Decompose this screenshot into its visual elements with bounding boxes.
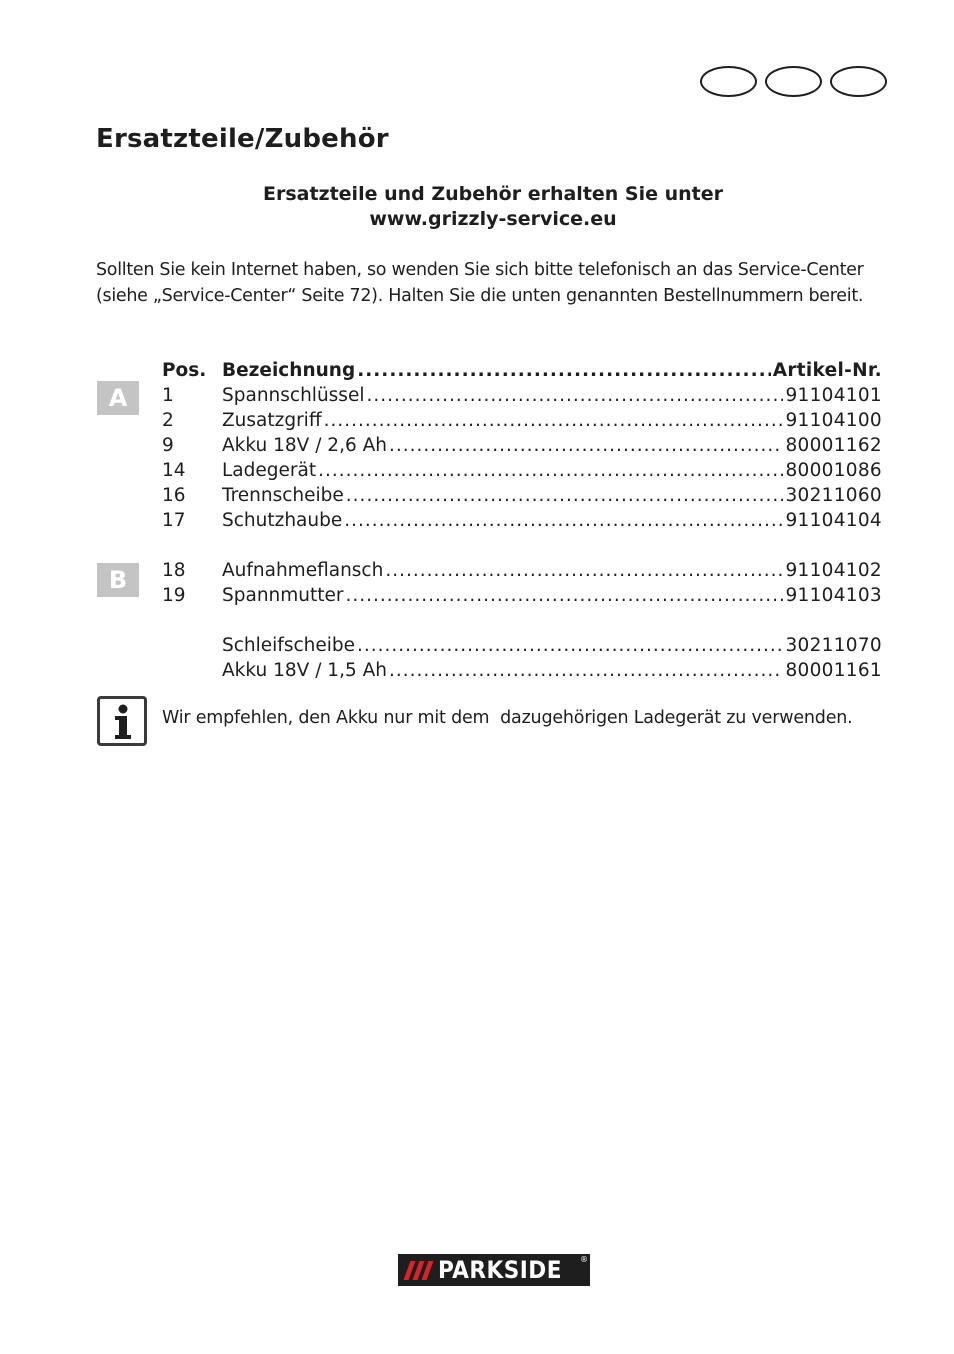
parkside-logo [398, 1254, 590, 1286]
parts-table [160, 358, 882, 683]
dot-leader [389, 658, 783, 683]
info-note: Wir empfehlen, den Akku nur mit dem dazugehörigen Ladegerät zu verwenden. [162, 708, 853, 728]
intro-paragraph: Sollten Sie kein Internet haben, so wenden Sie sich bitte telefonisch an das Service-Center (siehe „Service-Center“ Seite 72). Halten Sie die unten genannten Bestellnummern bereit. [96, 260, 864, 306]
row-desc: Akku 18V / 2,6 Ah [222, 435, 387, 456]
language-ovals [700, 66, 890, 100]
figure-badge-a: A [97, 381, 139, 415]
table-row [160, 658, 882, 683]
header-desc: Bezeichnung [222, 360, 356, 381]
row-num: 30211070 [785, 635, 882, 656]
dot-leader [344, 508, 783, 533]
info-glyph-icon [100, 699, 144, 743]
page-title: Ersatzteile/Zubehör [96, 124, 389, 154]
row-desc: Ladegerät [222, 460, 317, 481]
table-row [160, 383, 882, 408]
language-oval-1 [700, 66, 757, 97]
table-row [160, 408, 882, 433]
figure-badge-b: B [97, 563, 139, 597]
info-icon [97, 696, 147, 746]
service-notice [96, 182, 890, 232]
row-desc: Trennscheibe [222, 485, 344, 506]
row-pos: 16 [162, 485, 186, 506]
row-num: 91104102 [785, 560, 882, 581]
row-num: 91104100 [785, 410, 882, 431]
row-pos: 9 [162, 435, 174, 456]
dot-leader [357, 633, 783, 658]
row-desc: Spannschlüssel [222, 385, 365, 406]
row-desc: Zusatzgriff [222, 410, 322, 431]
dot-leader [324, 408, 784, 433]
row-desc: Spannmutter [222, 585, 344, 606]
row-desc: Schleifscheibe [222, 635, 355, 656]
row-pos: 14 [162, 460, 186, 481]
table-row [160, 633, 882, 658]
row-pos: 17 [162, 510, 186, 531]
table-row [160, 458, 882, 483]
row-pos: 19 [162, 585, 186, 606]
dot-leader [346, 483, 784, 508]
logo-wordmark: PARKSIDE [438, 1256, 562, 1284]
row-num: 30211060 [785, 485, 882, 506]
row-num: 80001161 [785, 660, 882, 681]
dot-leader [389, 433, 783, 458]
header-pos: Pos. [162, 360, 207, 381]
logo-stripes-icon [398, 1254, 436, 1286]
row-num: 91104101 [785, 385, 882, 406]
logo-registered: ® [580, 1255, 588, 1264]
table-row [160, 508, 882, 533]
dot-leader [385, 558, 783, 583]
row-pos: 18 [162, 560, 186, 581]
language-oval-2 [765, 66, 822, 97]
row-desc: Akku 18V / 1,5 Ah [222, 660, 387, 681]
table-row [160, 433, 882, 458]
table-row [160, 483, 882, 508]
row-pos: 1 [162, 385, 174, 406]
row-num: 80001162 [785, 435, 882, 456]
dot-leader [346, 583, 784, 608]
dot-leader [318, 458, 783, 483]
row-pos: 2 [162, 410, 174, 431]
row-desc: Aufnahmeflansch [222, 560, 384, 581]
row-num: 91104104 [785, 510, 882, 531]
row-num: 80001086 [785, 460, 882, 481]
table-header [160, 358, 882, 383]
header-num: Artikel-Nr. [772, 360, 882, 381]
dot-leader [366, 383, 783, 408]
service-notice-line-1: Ersatzteile und Zubehör erhalten Sie unter [262, 183, 724, 205]
row-desc: Schutzhaube [222, 510, 343, 531]
table-row [160, 558, 882, 583]
dot-leader [357, 358, 771, 383]
row-num: 91104103 [785, 585, 882, 606]
language-oval-3 [830, 66, 887, 97]
service-website: www.grizzly-service.eu [369, 208, 617, 230]
table-row [160, 583, 882, 608]
